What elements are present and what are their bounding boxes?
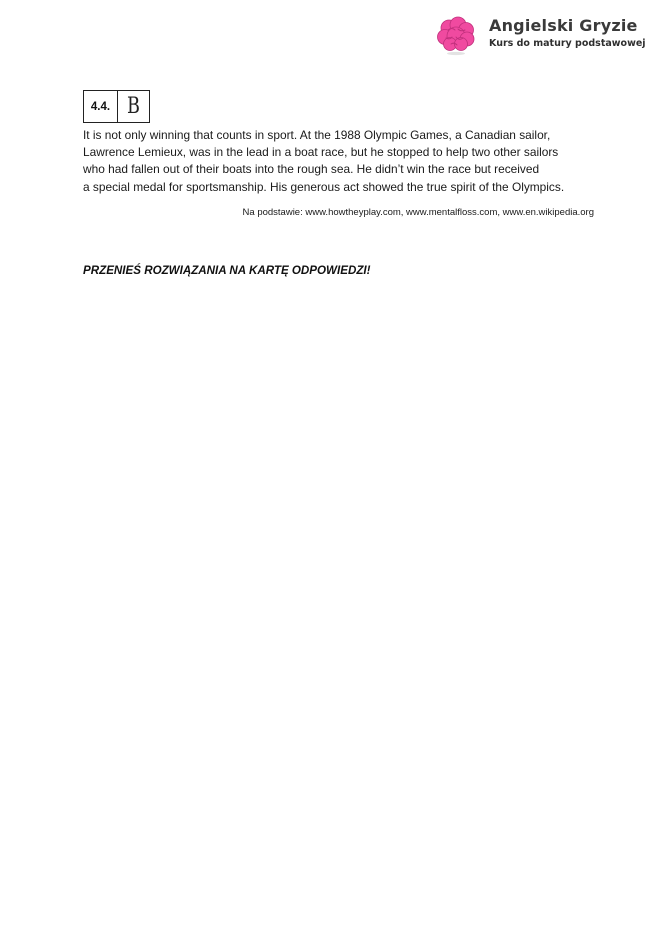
passage-line: a special medal for sportsmanship. His generous act showed the true spirit of the Olympics.	[83, 179, 565, 194]
transfer-instruction: PRZENIEŚ ROZWIĄZANIA NA KARTĘ ODPOWIEDZI!	[83, 264, 371, 277]
answer-value: B	[127, 94, 140, 119]
reading-passage	[83, 127, 603, 196]
brand-subtitle: Kurs do matury podstawowej	[489, 38, 646, 49]
answer-box	[83, 90, 150, 123]
brain-icon	[436, 16, 476, 56]
brand-title: Angielski Gryzie	[489, 16, 638, 35]
passage-line: It is not only winning that counts in sport. At the 1988 Olympic Games, a Canadian sailor,	[83, 128, 551, 142]
passage-line: who had fallen out of their boats into the rough sea. He didn’t win the race but received	[83, 162, 540, 177]
brand-header	[436, 14, 646, 58]
passage-line: Lawrence Lemieux, was in the lead in a boat race, but he stopped to help two other sailors	[83, 145, 559, 160]
task-number: 4.4.	[84, 91, 118, 122]
source-attribution: Na podstawie: www.howtheyplay.com, www.mentalfloss.com, www.en.wikipedia.org	[242, 207, 594, 218]
